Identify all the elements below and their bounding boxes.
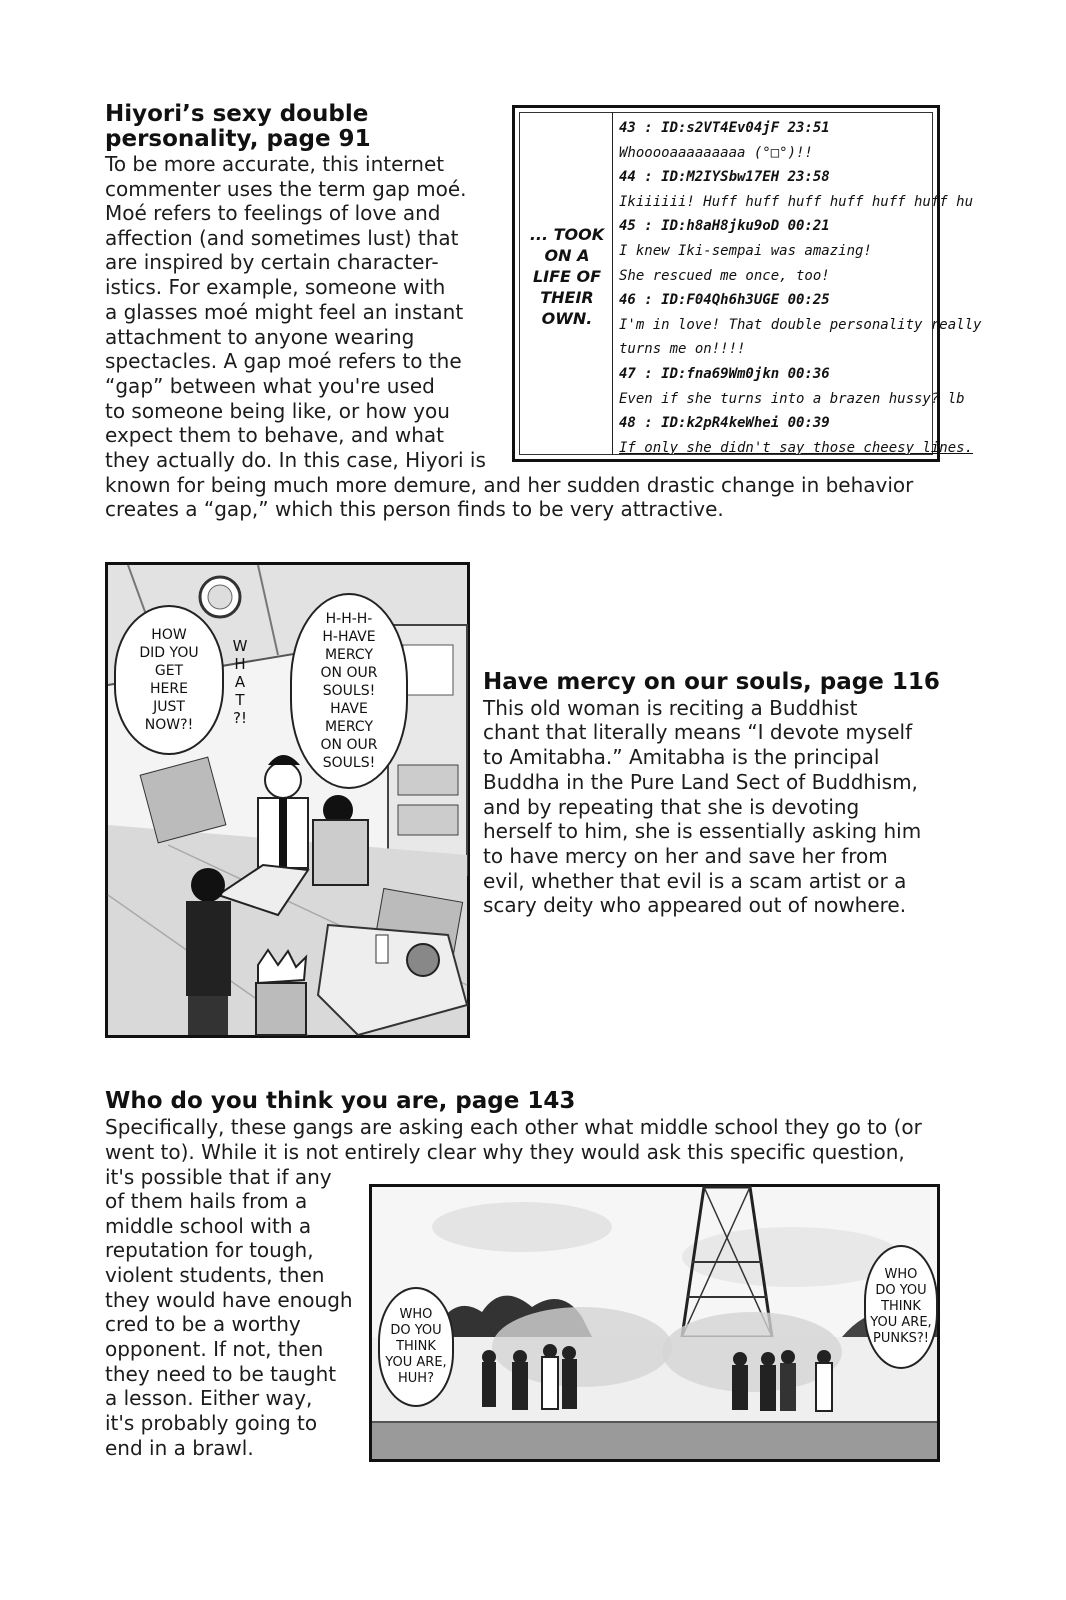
field-illustration (372, 1187, 937, 1459)
section1-line: expect them to behave, and what (105, 423, 444, 447)
what-exclamation: W H A T ?! (232, 637, 248, 727)
section3-line: cred to be a worthy (105, 1312, 301, 1336)
section3-line: it's probably going to (105, 1411, 318, 1435)
speech-bubble-mercy (290, 593, 408, 789)
forum-post-header: 48 : ID:k2pR4keWhei 00:39 (619, 415, 830, 432)
section2-line: evil, whether that evil is a scam artist or a (483, 869, 907, 893)
section2-line: and by repeating that she is devoting (483, 795, 860, 819)
section3-line: they would have enough (105, 1288, 353, 1312)
forum-post-header: 47 : ID:fna69Wm0jkn 00:36 (619, 365, 830, 382)
room-panel (105, 562, 470, 1038)
section3-line: violent students, then (105, 1263, 325, 1287)
section2-line: Buddha in the Pure Land Sect of Buddhism, (483, 770, 918, 794)
forum-posts (619, 116, 982, 460)
section1-line: to someone being like, or how you (105, 399, 450, 423)
section1-line: known for being much more demure, and her sudden drastic change in behavior (105, 473, 914, 497)
forum-post-header: 45 : ID:h8aH8jku9oD 00:21 (619, 218, 830, 235)
forum-post-text: If only she didn't say those cheesy lines. (619, 439, 974, 456)
field-panel (369, 1184, 940, 1462)
forum-post-text: Whooooaaaaaaaaa (°□°)!! (619, 144, 813, 161)
section1-title (105, 102, 371, 152)
section1-line: spectacles. A gap moé refers to the (105, 349, 462, 373)
section3-line: went to). While it is not entirely clear why they would ask this specific question, (105, 1140, 905, 1164)
speech-huh-text: WHO DO YOU THINK YOU ARE, HUH? (385, 1307, 447, 1386)
section3-line: reputation for tough, (105, 1238, 314, 1262)
forum-side-caption: ... TOOK ON A LIFE OF THEIR OWN. (529, 225, 605, 328)
forum-post-header: 43 : ID:s2VT4Ev04jF 23:51 (619, 120, 830, 136)
section1-line: they actually do. In this case, Hiyori is (105, 448, 486, 472)
section2-title: Have mercy on our souls, page 116 (483, 669, 940, 695)
section3-title: Who do you think you are, page 143 (105, 1088, 576, 1114)
speech-bubble-huh (378, 1287, 454, 1407)
section3-line: Specifically, these gangs are asking each other what middle school they go to (or (105, 1115, 922, 1139)
forum-post-text: She rescued me once, too! (619, 267, 830, 284)
section1-line: are inspired by certain character- (105, 250, 439, 274)
section3-line: middle school with a (105, 1214, 312, 1238)
section1-line: affection (and sometimes lust) that (105, 226, 459, 250)
speech-bubble-punks (864, 1245, 938, 1369)
section1-line: commenter uses the term gap moé. (105, 177, 467, 201)
forum-post-text: I knew Iki-sempai was amazing! (619, 242, 872, 259)
section1-line: creates a “gap,” which this person finds to be very attractive. (105, 497, 724, 521)
forum-post-text: I'm in love! That double personality really (619, 316, 982, 333)
section2-line: This old woman is reciting a Buddhist (483, 696, 858, 720)
section1-line: “gap” between what you're used (105, 374, 435, 398)
section1-title-line2: personality, page 91 (105, 126, 371, 152)
section1-line: Moé refers to feelings of love and (105, 201, 441, 225)
section2-line: scary deity who appeared out of nowhere. (483, 893, 907, 917)
section2-line: chant that literally means “I devote myself (483, 720, 913, 744)
section3-line: of them hails from a (105, 1189, 308, 1213)
forum-post-text: Even if she turns into a brazen hussy? lb (619, 390, 965, 407)
forum-post-text: turns me on!!!! (619, 341, 746, 358)
section3-line: they need to be taught (105, 1362, 337, 1386)
section3-line: opponent. If not, then (105, 1337, 324, 1361)
section1-title-line1: Hiyori’s sexy double (105, 101, 369, 127)
section3-line: it's possible that if any (105, 1165, 332, 1189)
speech-mercy-text: H-H-H- H-HAVE MERCY ON OUR SOULS! HAVE MERCY ON OUR SOULS! (320, 611, 378, 771)
section1-line: istics. For example, someone with (105, 275, 446, 299)
forum-post-header: 44 : ID:M2IYSbw17EH 23:58 (619, 169, 830, 186)
section1-line: To be more accurate, this internet (105, 152, 445, 176)
section2-line: herself to him, she is essentially asking him (483, 819, 922, 843)
section1-line: a glasses moé might feel an instant (105, 300, 464, 324)
forum-post-text: Ikiiiiii! Huff huff huff huff huff huff hu (619, 193, 974, 210)
speech-how-text: HOW DID YOU GET HERE JUST NOW?! (139, 627, 199, 733)
forum-panel (512, 105, 982, 462)
section1-line: attachment to anyone wearing (105, 325, 415, 349)
forum-post-header: 46 : ID:F04Qh6h3UGE 00:25 (619, 292, 830, 309)
section2-line: to have mercy on her and save her from (483, 844, 888, 868)
section3-line: a lesson. Either way, (105, 1386, 313, 1410)
section2-line: to Amitabha.” Amitabha is the principal (483, 745, 880, 769)
speech-bubble-how (114, 605, 224, 755)
section3-line: end in a brawl. (105, 1436, 254, 1460)
speech-punks-text: WHO DO YOU THINK YOU ARE, PUNKS?! (870, 1267, 932, 1346)
